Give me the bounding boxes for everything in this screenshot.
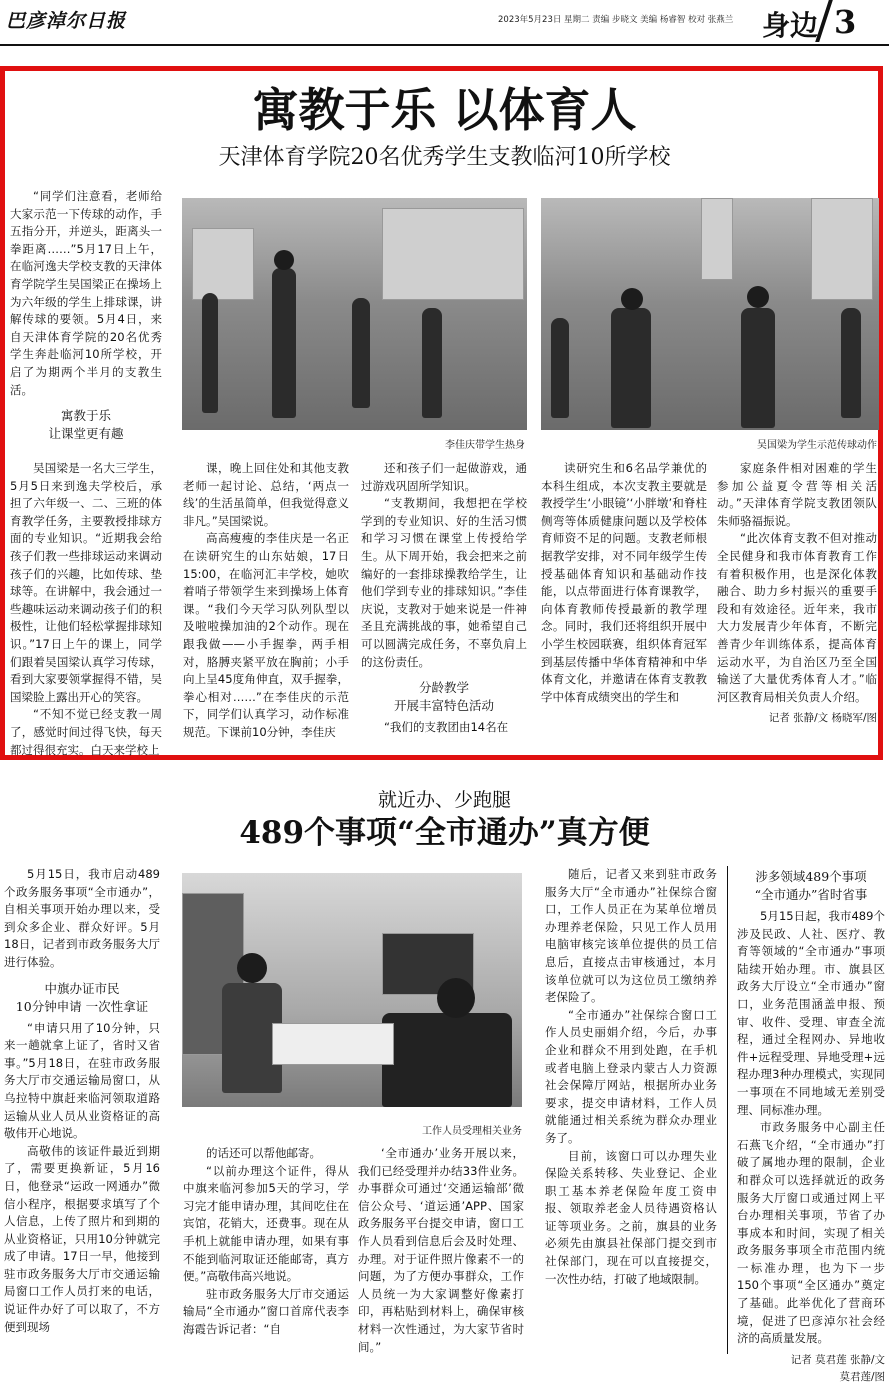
story2-c5-p1: 5月15日起，我市489个涉及民政、人社、医疗、教育等领域的“全市通办”事项陆续开始办理。市、旗县区政务大厅设立“全市通办”窗口，业务范围涵盖申报、预审、收件、受理、审查全流程，通过全程网办、异地收件+远程受理、异地受理+远程办理3种办理模式，实现同一事项在不同地域无差别受理、同标准办理。 bbox=[737, 909, 885, 1117]
story2-subhead1-line1: 中旗办证市民 bbox=[44, 980, 120, 996]
story2-subhead2-line2: “全市通办”省时省事 bbox=[754, 887, 868, 902]
story1-column5 bbox=[717, 460, 877, 750]
story1-column2 bbox=[183, 460, 349, 750]
story2-c4-p2: “全市通办”社保综合窗口工作人员史丽娟介绍，今后，办事企业和群众不用到处跑，在手机或者电脑上登录内蒙古人力资源社会保障厅网站，根据所办业务要求，提交申请材料，工作人员就能通过相关系统为群众办理业务了。 bbox=[545, 1007, 717, 1145]
story2-column5 bbox=[737, 866, 885, 1384]
story2-c1-p2: “申请只用了10分钟，只来一趟就拿上证了，省时又省事。”5月18日，在驻市政务服务大厅市交通运输局窗口，从乌拉特中旗赶来临河领取道路运输从业人员从业资格证的高敬伟开心地说。 bbox=[4, 1020, 160, 1141]
story1-subtitle: 天津体育学院20名优秀学生支教临河10所学校 bbox=[218, 145, 671, 170]
story2-subhead2 bbox=[737, 868, 885, 904]
story2-c1-p3: 高敬伟的该证件最近到期了，需要更换新证，5月16日，他登录“运政一网通办”微信小程序，根据要求填写了个人信息，上传了照片和到期的从业资格证，只用10分钟就完成了申请。17日一早，他接到驻市政务服务大厅市交通运输局窗口工作人员打来的电话，说证件办好了可以取了，不方便到现场 bbox=[4, 1143, 160, 1334]
story1-subhead1 bbox=[10, 407, 162, 443]
story1-credit: 记者 张静/文 杨晓军/图 bbox=[768, 712, 877, 725]
story1-photo2-caption: 吴国梁为学生示范传球动作 bbox=[757, 440, 877, 451]
story2-c2-p2: “以前办理这个证件，得从中旗来临河参加5天的学习，学习完才能申请办理，其间吃住在宾馆，花销大，还费事。现在从手机上就能申请办理，如果有事不能到临河取证还能邮寄，真方便。”高敬伟高兴地说。 bbox=[183, 1163, 349, 1284]
story1-subhead1-line1: 寓教于乐 bbox=[60, 408, 111, 424]
story2-photo-caption: 工作人员受理相关业务 bbox=[422, 1126, 522, 1137]
story2-subhead2-line1: 涉多领域489个事项 bbox=[755, 869, 867, 884]
story2-title: 489个事项“全市通办”真方便 bbox=[239, 815, 650, 851]
story1-photo1 bbox=[182, 198, 527, 430]
story1-subhead2-line1: 分龄教学 bbox=[418, 680, 469, 696]
story1-column4 bbox=[541, 460, 707, 750]
story1-title: 寓教于乐 以体育人 bbox=[252, 83, 637, 137]
story2-photo bbox=[182, 873, 522, 1107]
story1-subhead1-line2: 让课堂更有趣 bbox=[48, 426, 124, 442]
story2-c4-p1: 随后，记者又来到驻市政务服务大厅“全市通办”社保综合窗口，工作人员正在为某单位增员办理养老保险，只见工作人员用电脑审核完该单位提供的员工信息后，直接点击审核通过，本月该单位就可以为这位员工缴纳养老保险了。 bbox=[545, 867, 717, 1005]
section-name: 身边 bbox=[762, 9, 819, 42]
story2-kicker: 就近办、少跑腿 bbox=[377, 789, 511, 811]
story1-subhead2-line2: 开展丰富特色活动 bbox=[393, 698, 494, 714]
story2-c2-p1: 的话还可以帮他邮寄。 bbox=[206, 1146, 321, 1160]
story1-photo1-caption: 李佳庆带学生热身 bbox=[445, 440, 525, 451]
story1-c2-p2: 高高瘦瘦的李佳庆是一名正在读研究生的山东姑娘，17日15:00，在临河汇丰学校，她吹着哨子带领学生来到操场上体育课。“我们今天学习队列队型以及啦啦操加油的2个动作。现在跟我做——小手握拳，两手相对，胳膊夹紧平放在胸前；小手向上呈45度角伸直，双手握拳，拳心相对……”在李佳庆的示范下，同学们认真学习，动作标准规范。下课前10分钟，李佳庆 bbox=[183, 531, 349, 739]
story2-subhead1 bbox=[4, 980, 160, 1016]
newspaper-name: 巴彦淖尔日报 bbox=[6, 10, 127, 32]
story1-column3 bbox=[361, 460, 527, 750]
story1-c3-p3: “我们的支教团由14名在 bbox=[384, 720, 509, 735]
story1-lead-column bbox=[10, 188, 162, 450]
story2-c3-p1: ‘全市通办’业务开展以来，我们已经受理并办结33件业务。办事群众可通过‘交通运输部’微信公众号、‘道运通’APP、国家政务服务平台提交申请，窗口工作人员看到信息后会及时处理、办理。对于证件照片像素不一的问题，为了方便办事群众，工作人员统一为大家调整好像素打印，再粘贴到材料上，确保审核材料一次性通过，为大家节省时间。” bbox=[358, 1146, 524, 1354]
story1-photo2 bbox=[541, 198, 879, 430]
story2-c1-p1: 5月15日，我市启动489个政务服务事项“全市通办”，自相关事项开始办理以来，受到众多企业、群众好评。5月18日，记者到市政务服务大厅进行体验。 bbox=[4, 867, 160, 969]
story1-c1-p2: “不知不觉已经支教一周了，感觉时间过得飞快，每天都过得很充实。白天来学校上 bbox=[10, 707, 162, 757]
story1-c1-p1: 吴国梁是一名大三学生，5月5日来到逸夫学校后，承担了六年级一、二、三班的体育教学任务，主要教授排球方面的专业知识。“近期我会给孩子们教一些排球运动来调动孩子们的兴趣，比如传球、垫球等。在讲解中，我会通过一些趣味运动来调动孩子们的积极性，让他们轻松掌握排球知识。”17日上午的课上，同学们跟着吴国梁认真学习传球，看到大家要领掌握得不错，吴国梁脸上露出开心的笑容。 bbox=[10, 461, 162, 704]
story2-c5-p2: 市政务服务中心副主任石燕飞介绍，“全市通办”打破了属地办理的限制，企业和群众可以选择就近的政务服务大厅窗口或通过网上平台办理相关事项，节省了办事成本和时间，实现了相关政务服务事项全市范围内统一标准办理，也为下一步150个事项“全区通办”奠定了基础。此举优化了营商环境，促进了巴彦淖尔社会经济的高质量发展。 bbox=[737, 1120, 885, 1346]
story1-lead: “同学们注意看，老师给大家示范一下传球的动作，手五指分开，并逆头，距离头一拳距离……”5月17日上午，在临河逸夫学校支教的天津体育学院学生吴国梁正在操场上为六年级的学生上排球课，讲解传球的要领。5月4日，来自天津体育学院的20名优秀学生奔赴临河10所学校，开启了为期两个半月的支教生活。 bbox=[10, 189, 162, 397]
story2-c4-p3: 目前，该窗口可以办理失业保险关系转移、失业登记、企业职工基本养老保险年度工资申报、领取养老金人员待遇资格认证等项业务。之前，旗县的业务必须先由旗县社保部门提交到市社保部门，现在可以直接提交，一次性办结，打破了地域限制。 bbox=[545, 1148, 717, 1286]
story1-c2-p1: 课，晚上回住处和其他支教老师一起讨论、总结，‘两点一线’的生活虽简单，但我觉得意义非凡。”吴国梁说。 bbox=[183, 461, 349, 528]
story1-c3-p1: 还和孩子们一起做游戏，通过游戏巩固所学知识。 bbox=[361, 461, 527, 493]
story2-column1 bbox=[4, 866, 160, 1356]
story2-column4 bbox=[545, 866, 717, 1356]
story2-column3 bbox=[358, 1145, 524, 1356]
story1-c5-p1: 家庭条件相对困难的学生参加公益夏令营等相关活动。”天津体育学院支教团领队朱师骆福振说。 bbox=[717, 461, 877, 528]
story2-subhead1-line2: 10分钟申请 一次性拿证 bbox=[15, 998, 149, 1014]
story2-c2-p3: 驻市政务服务大厅市交通运输局“全市通办”窗口首席代表李海霞告诉记者：“自 bbox=[183, 1286, 349, 1336]
story1-c4-p1: 读研究生和6名品学兼优的本科生组成，本次支教主要就是教授学生‘小眼镜’‘小胖墩’和脊柱侧弯等体质健康问题以及学校体育师资不足的问题。支教老师根据教学安排，对不同年级学生传授基础体育知识和基础动作技能，以点带面进行体育课教学，向体育教师传授最新的教学理念。同时，我们还将组织开展中小学生校园联赛，组织体育冠军到基层传播中华体育精神和中华体育文化，并邀请在体育支教教学中体育成绩突出的学生和 bbox=[541, 461, 707, 704]
story2-credit2: 莫君莲/图 bbox=[839, 1371, 885, 1384]
page-number: 3 bbox=[834, 3, 857, 41]
header-rule bbox=[0, 44, 889, 46]
story1-column1 bbox=[10, 460, 162, 757]
story1-subhead2 bbox=[361, 679, 527, 715]
story2-credit1: 记者 莫君莲 张静/文 bbox=[790, 1353, 885, 1366]
story1-c3-p2: “支教期间，我想把在学校学到的专业知识、好的生活习惯和学习习惯在课堂上传授给学生。从下周开始，我会把来之前编好的一套排球操教给学生，让他们学到专业的排球知识。”李佳庆说，支教对于她来说是一件神圣且充满挑战的事，她希望自己可以圆满完成任务，不辜负肩上的这份责任。 bbox=[361, 496, 527, 669]
story2-column-divider bbox=[727, 866, 728, 1354]
story2-column2 bbox=[183, 1145, 349, 1356]
issue-meta: 2023年5月23日 星期二 责编 步晓文 美编 杨睿智 校对 张燕兰 bbox=[498, 15, 734, 25]
story1-c5-p2: “此次体育支教不但对推动全民健身和我市体育教育工作有着积极作用，也是深化体教融合、助力乡村振兴的重要手段和有效途径。近年来，我市大力发展青少年体育，不断完善青少年训练体系，提高体育运动水平，为自治区乃至全国输送了大量优秀体育人才。”临河区教育局相关负责人介绍。 bbox=[717, 531, 877, 704]
